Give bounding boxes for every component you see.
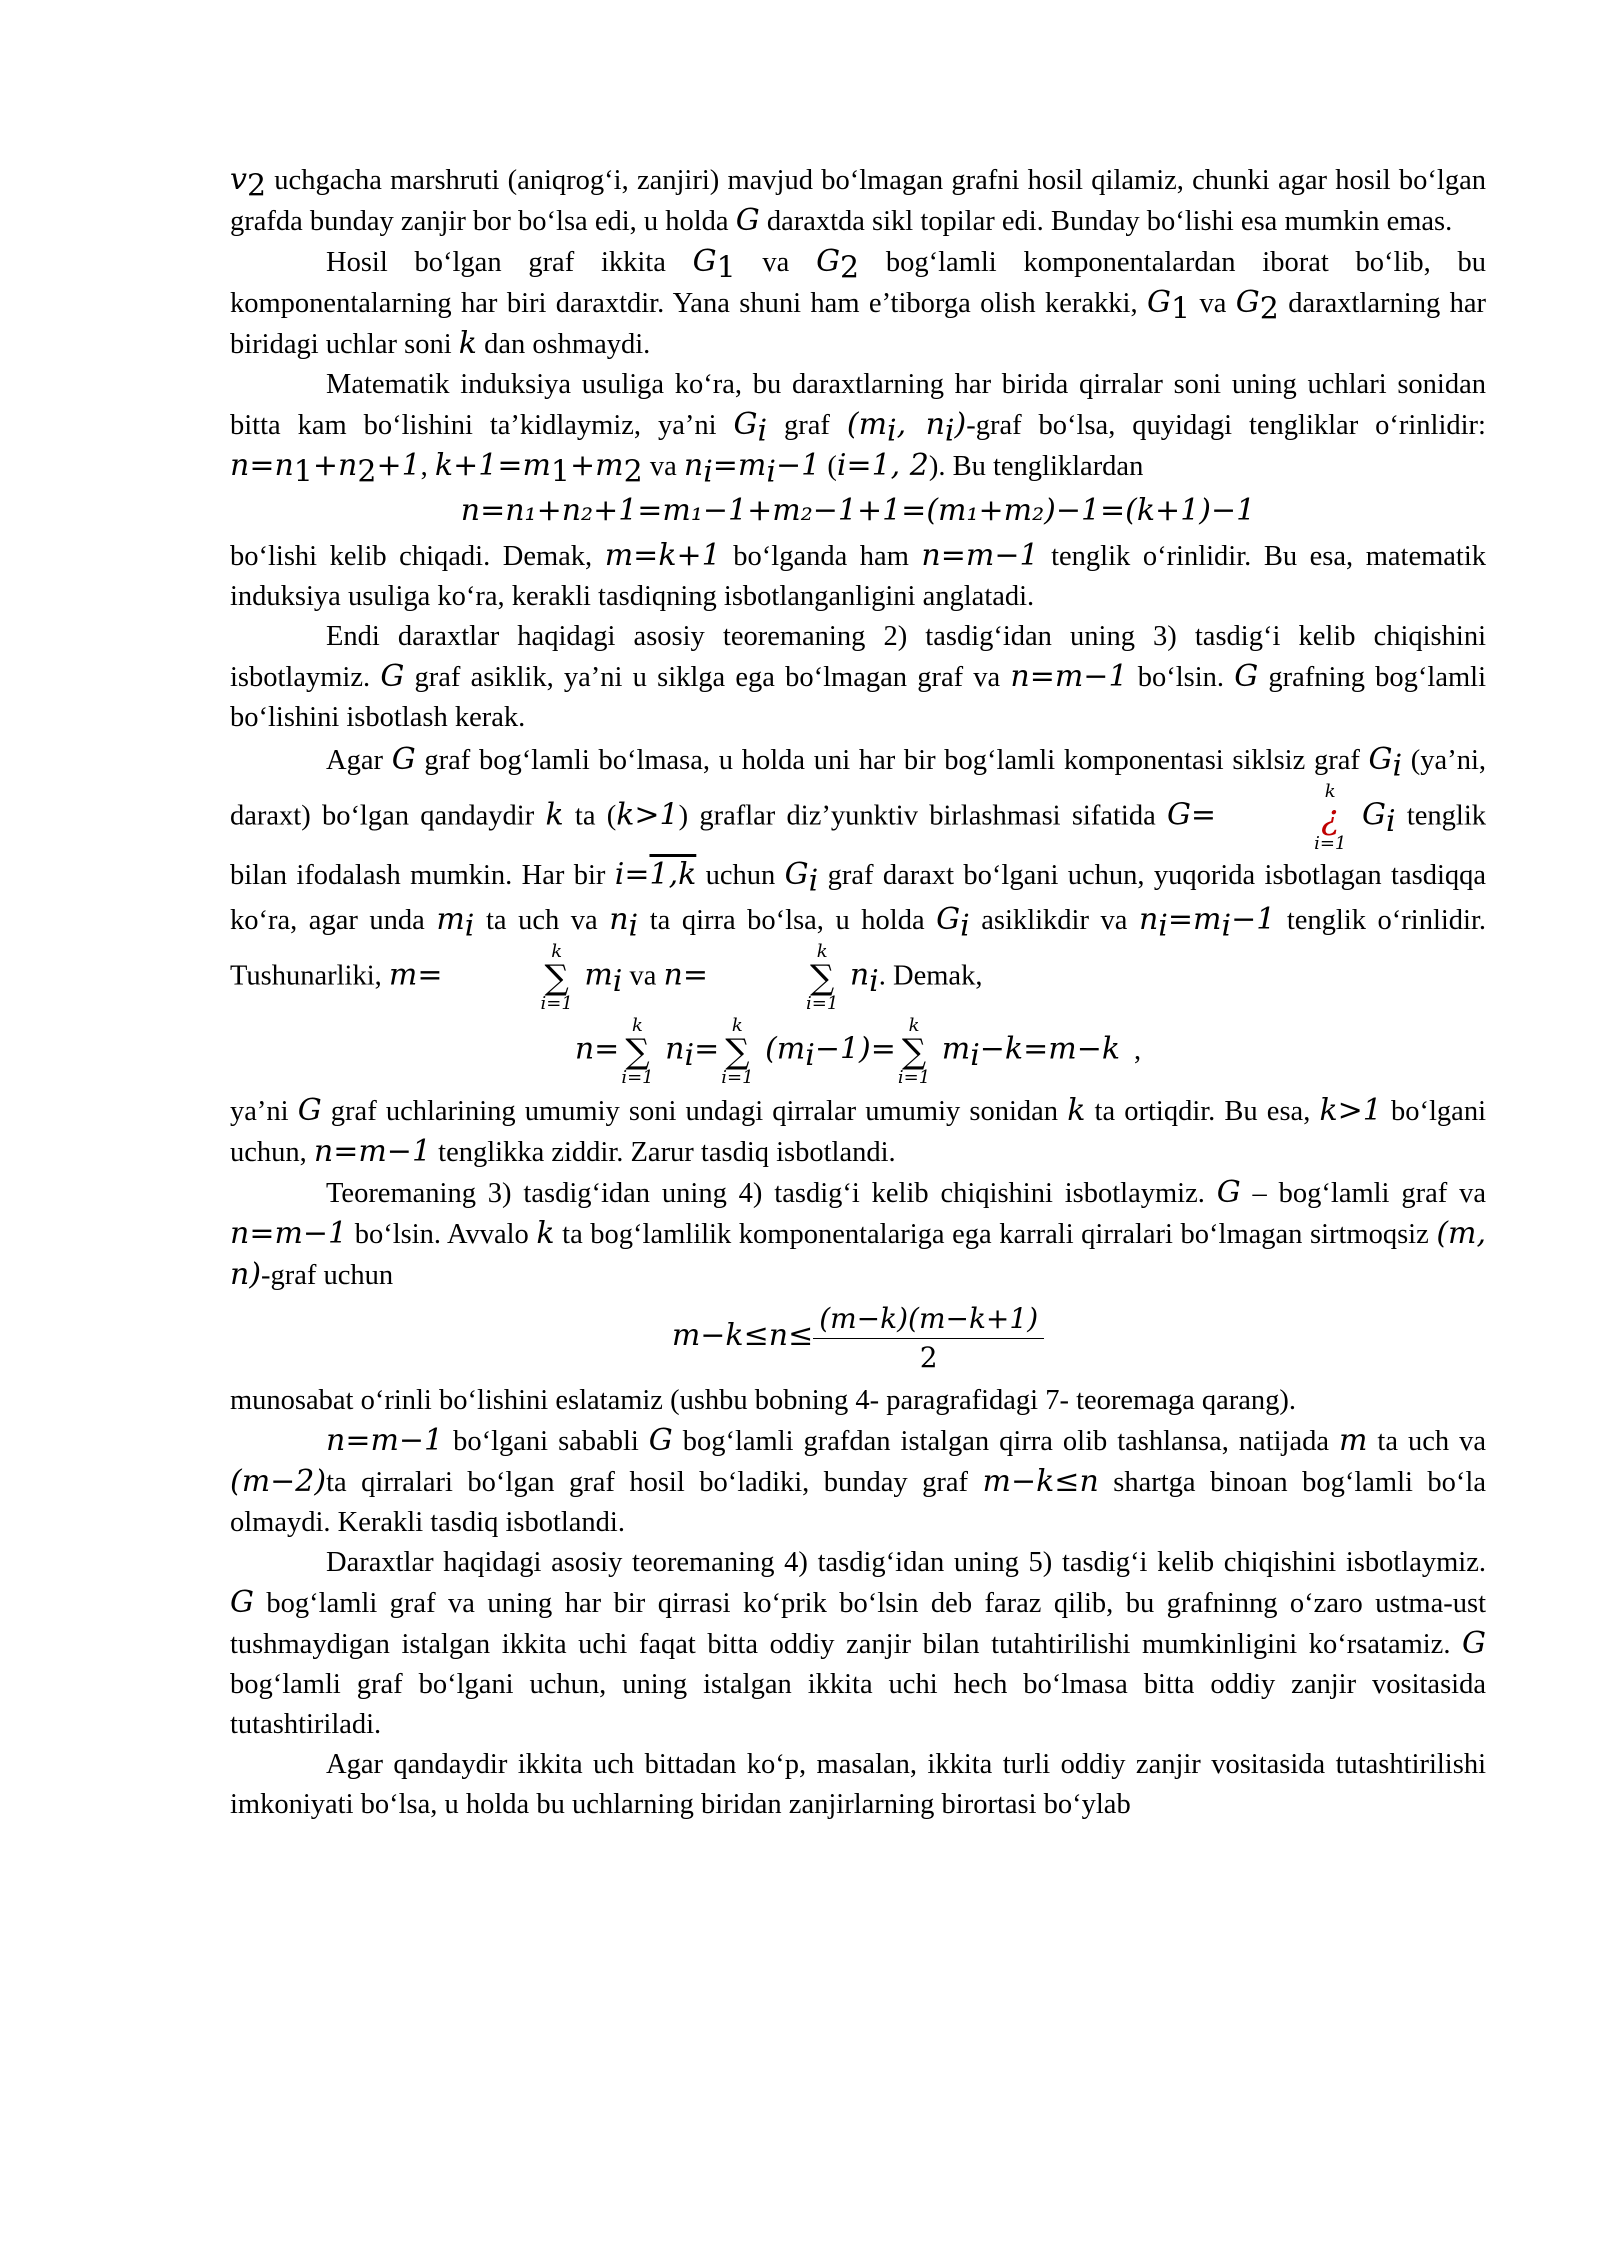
paragraph-5: Endi daraxtlar haqidagi asosiy teoremaning 2) tasdig‘idan uning 3) tasdig‘i kelib chiqishini isbotlaymiz. G graf asiklik, ya’ni u siklga ega bo‘lmagan graf va n=m−1 bo‘lsin. G grafning bog‘lamli bo‘lishini isbotlash kerak. [230,621,1486,733]
equation-1: n=n₁+n₂+1=m₁−1+m₂−1+1=(m₁+m₂)−1=(k+1)−1 [460,493,1256,528]
sum-operator-1: k ∑ i=1 [621,1015,654,1088]
paragraph-3: Matematik induksiya usuliga ko‘ra, bu daraxtlarning har birida qirralar soni uning uchlari sonidan bitta kam bo‘lishini ta’kidlaymiz, ya’ni $G_i$ graf ($m_i$, $n_i$)-graf bo‘lsa, quyidagi tengliklar o‘rinlidir: $n=n_1+n_2+1$, $k+1=m_1+m_2$ va $n_i=m_i-1$ (i=1, 2). Bu tengliklardan [230,369,1486,490]
paragraph-12: Agar qandaydir ikkita uch bittadan ko‘p, masalan, ikkita turli oddiy zanjir vositasida tutashtirilishi imkoniyati bo‘lsa, u holda bu uchlarning biridan zanjirlarning birortasi bo‘ylab [230,1749,1486,1820]
paragraph-11: Daraxtlar haqidagi asosiy teoremaning 4) tasdig‘idan uning 5) tasdig‘i kelib chiqishini isbotlaymiz. G bog‘lamli graf va uning har bir qirrasi ko‘prik bo‘lsin deb faraz qilib, bu grafninng o‘zaro ustma-ust tushmaydigan istalgan ikkita uchi faqat bitta oddiy zanjir bilan tutahtirilishi mumkinligini ko‘rsatamiz. G bog‘lamli graf bo‘lgani uchun, uning istalgan ikkita uchi hech bo‘lmasa bitta oddiy zanjir vositasida tutashtiriladi. [230,1547,1486,1740]
paragraph-1: $v_2$ uchgacha marshruti (aniqrog‘i, zanjiri) mavjud bo‘lmagan grafni hosil qilamiz, chunki agar hosil bo‘lgan grafda bunday zanjir bor bo‘lsa edi, u holda G daraxtda sikl topilar edi. Bunday bo‘lishi esa mumkin emas. [230,162,1486,238]
paragraph-6: Agar G graf bog‘lamli bo‘lmasa, u holda uni har bir bog‘lamli komponentasi siklsiz graf $G_i$ (ya’ni, daraxt) bo‘lgan qandaydir k ta (k>1) graflar diz’yunktiv birlashmasi sifatida G= k ¿ i=1 $G_i$ tenglik bilan ifodalash mumkin. Har bir i=1,k uchun $G_i$ graf daraxt bo‘lgani uchun, yuqorida isbotlagan tasdiqqa ko‘ra, agar unda $m_i$ ta uch va $n_i$ ta qirra bo‘lsa, u holda $G_i$ asiklikdir va $n_i=m_i-1$ tenglik o‘rinlidir. Tushunarliki, m= k ∑ i=1 $m_i$ va n= k ∑ i=1 $n_i$. Demak, [230,742,1487,1014]
paragraph-7: ya’ni G graf uchlarining umumiy soni undagi qirralar umumiy sonidan k ta ortiqdir. Bu esa, k>1 bo‘lgani uchun, n=m−1 tenglikka ziddir. Zarur tasdiq isbotlandi. [230,1093,1486,1169]
sum-operator-n: k ∑ i=1 [806,941,839,1014]
document-page [230,160,1486,1825]
union-operator: k ¿ i=1 [1314,781,1347,854]
equation-2: n= k ∑ i=1 $n_i=$ k ∑ i=1 $(m_i-1)=$ k ∑ i=1 $m_i-k=m-k$ , [574,1015,1142,1088]
paragraph-2: Hosil bo‘lgan graf ikkita $G_1$ va $G_2$ bog‘lamli komponentalardan iborat bo‘lib, bu komponentalarning har biri daraxtdir. Yana shuni ham e’tiborga olish kerakki, $G_1$ va $G_2$ daraxtlarning har biridagi uchlar soni k dan oshmaydi. [230,244,1487,361]
equation-3: m−k≤n≤ $\frac{(m-k)(m-k+1)}{2}$ [230,1300,1486,1377]
math-v: v [230,162,247,197]
paragraph-8: Teoremaning 3) tasdig‘idan uning 4) tasdig‘i kelib chiqishini isbotlaymiz. G – bog‘lamli graf va n=m−1 bo‘lsin. Avvalo k ta bog‘lamlilik komponentalariga ega karrali qirralari bo‘lmagan sirtmoqsiz (m, n)-graf uchun [230,1175,1487,1292]
sum-operator-m: k ∑ i=1 [540,941,573,1014]
sum-operator-2: k ∑ i=1 [721,1015,754,1088]
paragraph-4: bo‘lishi kelib chiqadi. Demak, m=k+1 bo‘lganda ham n=m−1 tenglik o‘rinlidir. Bu esa, matematik induksiya usuliga ko‘ra, kerakli tasdiqning isbotlanganligini anglatadi. [230,538,1486,612]
paragraph-10: n=m−1 bo‘lgani sababli G bog‘lamli grafdan istalgan qirra olib tashlansa, natijada m ta uch va (m−2)ta qirralari bo‘lgan graf hosil bo‘ladiki, bunday graf m−k≤n shartga binoan bog‘lamli bo‘la olmaydi. Kerakli tasdiq isbotlandi. [230,1423,1486,1538]
paragraph-9: munosabat o‘rinli bo‘lishini eslatamiz (ushbu bobning 4- paragrafidagi 7- teoremaga qarang). [230,1385,1297,1416]
fraction: $\frac{(m-k)(m-k+1)}{2}$ [813,1300,1044,1377]
sum-operator-3: k ∑ i=1 [897,1015,931,1088]
